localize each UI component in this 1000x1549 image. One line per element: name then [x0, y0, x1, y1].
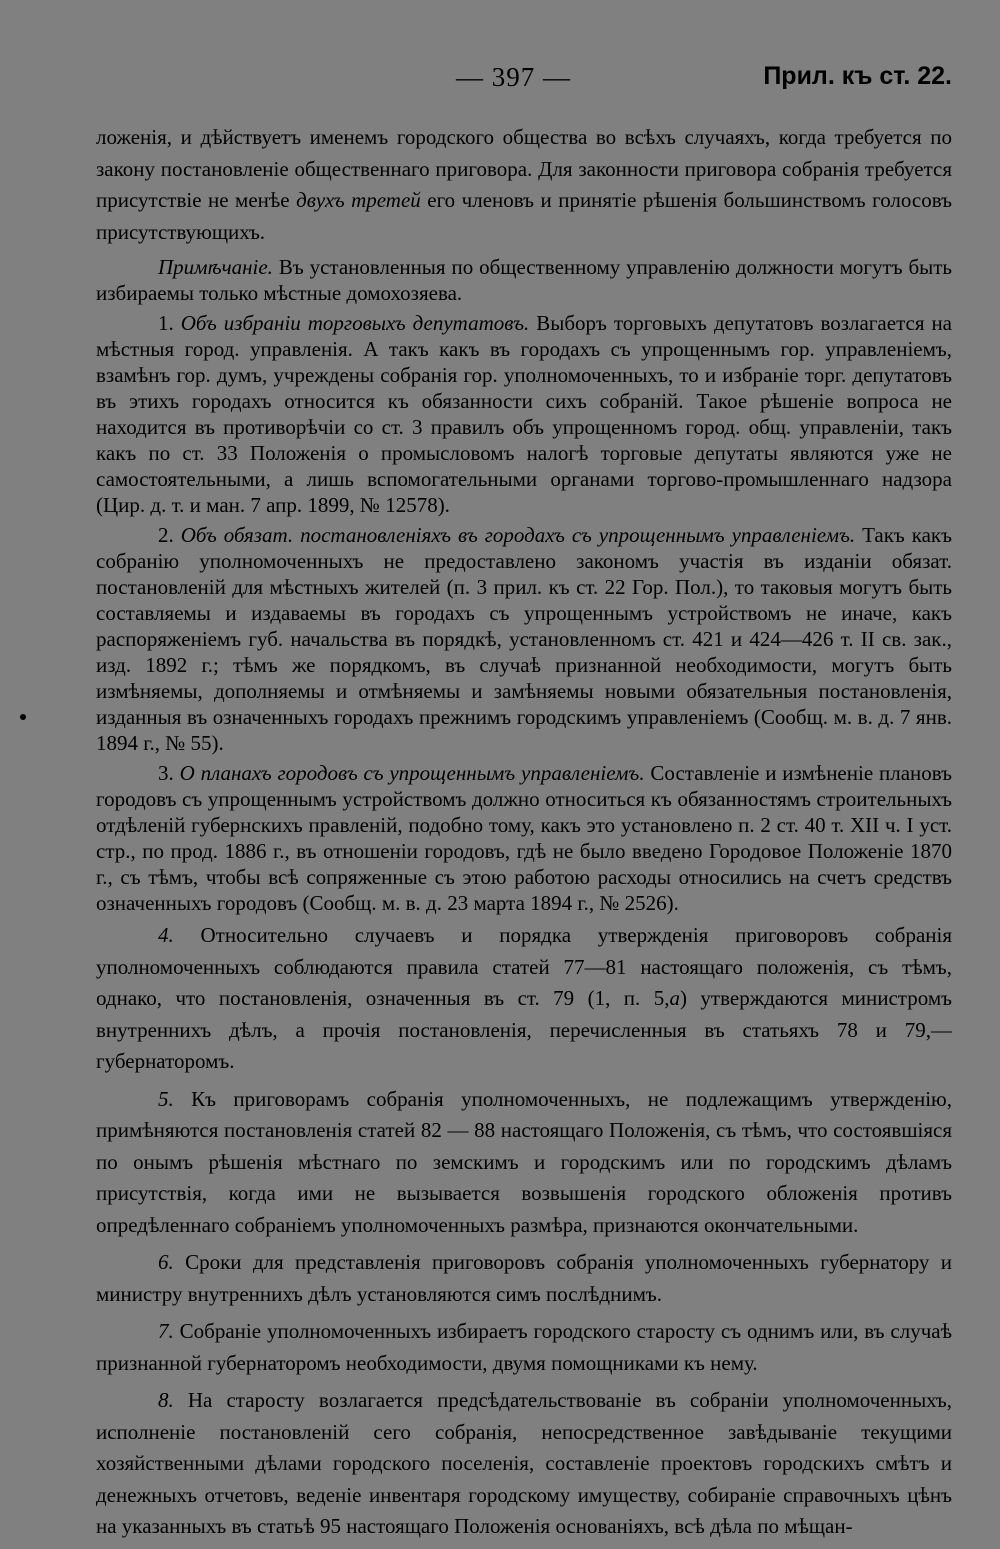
- paragraph-text: Въ установленныя по общественному управленію должности могутъ быть избираемы только мѣстные домохозяева.: [96, 255, 952, 305]
- paragraph-text: ) утверждаются министромъ внутреннихъ дѣлъ, а прочія постановленія, перечисленныя въ статьяхъ 78 и 79,—губернаторомъ.: [96, 986, 952, 1073]
- item-number: 3.: [158, 761, 180, 785]
- note-title: Примѣчаніе.: [158, 255, 273, 279]
- ink-speck: [20, 714, 26, 720]
- page-header: [96, 62, 952, 102]
- item-number: 8.: [158, 1388, 188, 1412]
- item-title: Объ обязат. постановленіяхъ въ городахъ съ упрощеннымъ управленіемъ.: [180, 523, 856, 547]
- page-number: — 397 —: [456, 62, 571, 92]
- item-number: 2.: [158, 523, 181, 547]
- paragraph-text: Сроки для представленія приговоровъ собранія уполномоченныхъ губернатору и министру внутреннихъ дѣлъ установляются симъ послѣднимъ.: [96, 1250, 952, 1306]
- paragraph-continuation: [96, 122, 952, 248]
- paragraph-text-before-italic: Относительно случаевъ и порядка утвержденія приговоровъ собранія уполномоченныхъ соблюдаются правила статей 77—81 настоящаго положенія, съ тѣмъ, однако, что постановленія, означенныя въ ст. 79 (1, п. 5,: [96, 923, 952, 1010]
- running-head: Прил. къ ст. 22.: [763, 62, 952, 90]
- paragraph-item-5: [96, 1084, 952, 1242]
- paragraph-text: Собраніе уполномоченныхъ избираетъ городского старосту съ однимъ или, въ случаѣ признанной губернаторомъ необходимости, двумя помощниками къ нему.: [96, 1319, 952, 1375]
- item-number: 5.: [158, 1086, 192, 1111]
- paragraph-text: Къ приговорамъ собранія уполномоченныхъ, не подлежащимъ утвержденію, примѣняются постановленія статей 82 — 88 настоящаго Положенія, съ тѣмъ, что состоявшіяся по онымъ рѣшенія мѣстнаго по земскимъ и городскимъ или по городскимъ дѣламъ присутствія, когда ими не вызывается возвышенія городского обложенія противъ опредѣленнаго собраніемъ уполномоченныхъ размѣра, признаются окончательными.: [96, 1086, 952, 1237]
- inline-italic-text: двухъ третей: [296, 188, 421, 212]
- inline-italic-text: а: [669, 986, 680, 1010]
- paragraph-item-3: [96, 760, 952, 916]
- paragraph-text: Такъ какъ собранію уполномоченныхъ не предоставлено закономъ участія въ изданіи обязат. постановленій для мѣстныхъ жителей (п. 3 прил. къ ст. 22 Гор. Пол.), то таковыя могутъ быть составляемы и издаваемы въ городахъ съ упрощеннымъ устройствомъ не иначе, какъ распоряженіемъ губ. начальства въ порядкѣ, установленномъ ст. 421 и 424—426 т. II св. зак., изд. 1892 г.; тѣмъ же порядкомъ, въ случаѣ признанной необходимости, могутъ быть измѣняемы, дополняемы и отмѣняемы и замѣняемы новыми обязательныя постановленія, изданныя въ означенныхъ городахъ прежнимъ городскимъ управленіемъ (Сообщ. м. в. д. 7 янв. 1894 г., № 55).: [96, 523, 952, 755]
- paragraph-item-8: [96, 1385, 952, 1543]
- paragraph-text: Составленіе и измѣненіе плановъ городовъ съ упрощеннымъ устройствомъ должно относиться къ обязанностямъ строительныхъ отдѣленій губернскихъ правленій, подобно тому, какъ это установлено п. 2 ст. 40 т. XII ч. I уст. стр., по прод. 1886 г., въ отношеніи городовъ, гдѣ не было введено Городовое Положеніе 1870 г., съ тѣмъ, чтобы всѣ сопряженные съ этою работою расходы относились на счетъ средствъ означенныхъ городовъ (Сообщ. м. в. д. 23 марта 1894 г., № 2526).: [96, 761, 953, 915]
- document-body: [96, 122, 952, 1543]
- paragraph-item-2: [96, 522, 952, 756]
- paragraph-item-6: [96, 1247, 952, 1310]
- item-title: О планахъ городовъ съ упрощеннымъ управленіемъ.: [179, 761, 645, 785]
- paragraph-text-before-italic: ложенія, и дѣйствуетъ именемъ городского общества во всѣхъ случаяхъ, когда требуется по закону постановленіе общественнаго приговора. Для законности приговора собранія требуется присутствіе не менѣе: [96, 125, 952, 212]
- item-title: Объ избраніи торговыхъ депутатовъ.: [180, 311, 530, 335]
- paragraph-text: Выборъ торговыхъ депутатовъ возлагается на мѣстныя город. управленія. А такъ какъ въ городахъ съ упрощеннымъ гор. управленіемъ, взамѣнъ гор. думъ, учреждены собранія гор. уполномоченныхъ, то и избраніе торг. депутатовъ въ этихъ городахъ относится къ обязанности сихъ собраній. Такое рѣшеніе вопроса не находится въ противорѣчіи со ст. 3 правилъ объ упрощенномъ город. общ. управленіи, такъ какъ по ст. 33 Положенія о промысловомъ налогѣ торговые депутаты являются уже не самостоятельными, а лишь вспомогательными органами торгово-промышленнаго надзора (Цир. д. т. и ман. 7 апр. 1899, № 12578).: [96, 311, 953, 517]
- item-number: 1.: [158, 311, 181, 335]
- paragraph-text: его членовъ и принятіе рѣшенія большинствомъ голосовъ присутствующихъ.: [96, 188, 953, 244]
- item-number: 7.: [158, 1319, 180, 1343]
- paragraph-text: На старосту возлагается предсѣдательствованіе въ собраніи уполномоченныхъ, исполненіе постановленій сего собранія, непосредственное завѣдываніе текущими хозяйственными дѣлами городского поселенія, составленіе проектовъ городскихъ смѣтъ и денежныхъ отчетовъ, веденіе инвентаря городскому имуществу, собираніе справочныхъ цѣнъ на указанныхъ въ статьѣ 95 настоящаго Положенія основаніяхъ, всѣ дѣла по мѣщан-: [96, 1388, 952, 1538]
- paragraph-item-4: [96, 920, 952, 1078]
- paragraph-item-7: [96, 1316, 952, 1379]
- paragraph-note: [96, 254, 952, 306]
- item-number: 4.: [158, 923, 201, 947]
- paragraph-item-1: [96, 310, 952, 518]
- document-page: [96, 62, 952, 1549]
- item-number: 6.: [158, 1250, 186, 1274]
